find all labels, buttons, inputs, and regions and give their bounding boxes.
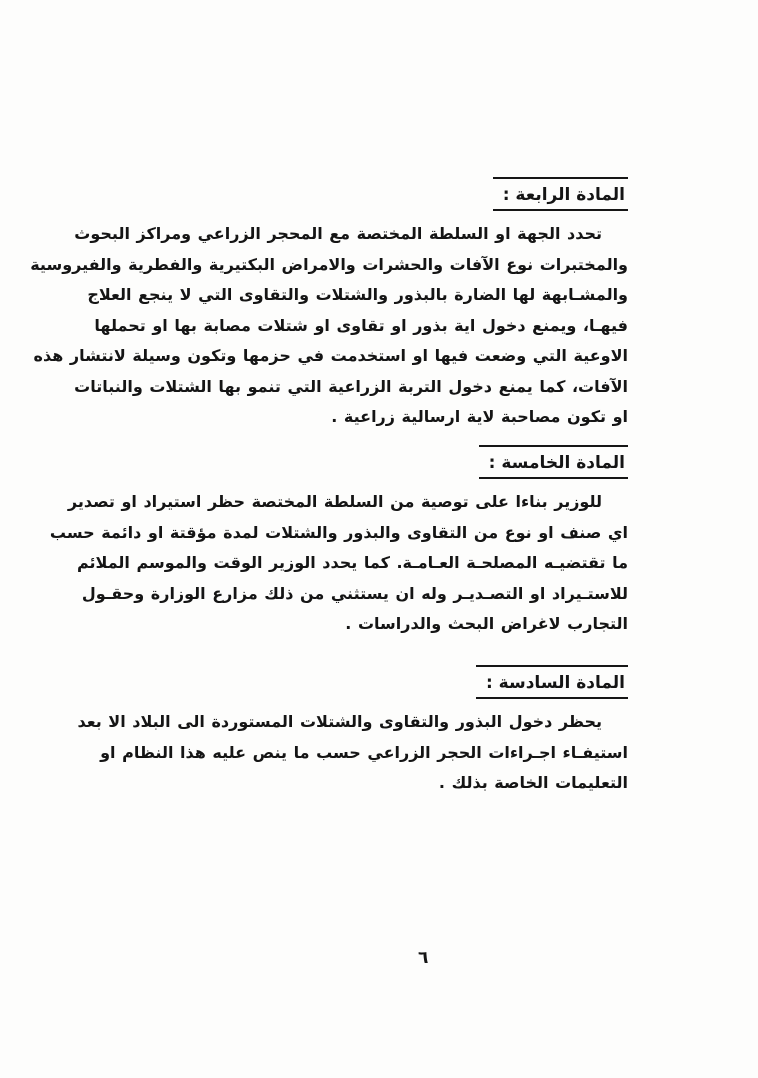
article-five-section [49, 445, 628, 640]
text-line: التعليمات الخاصة بذلك . [438, 773, 628, 792]
text-line: الآفات، كما يمنع دخول التربة الزراعية التي تنمو بها الشتلات والنباتات [74, 376, 628, 396]
article-four-title: المادة الرابعة : [493, 177, 628, 211]
text-line: استيفـاء اجـراءات الحجر الزراعي حسب ما ينص عليه هذا النظام او [100, 742, 628, 762]
article-five-title: المادة الخامسة : [479, 445, 628, 479]
text-line: التجارب لاغراض البحث والدراسات . [345, 614, 628, 633]
text-line: تحدد الجهة او السلطة المختصة مع المحجر الزراعي ومراكز البحوث [74, 224, 602, 243]
text-line: الاوعية التي وضعت فيها او استخدمت في حزمها وتكون وسيلة لانتشار هذه [33, 346, 628, 365]
text-line: والمشـابهة لها الضارة بالبذور والشتلات والتقاوى التي لا ينجع العلاج [87, 285, 628, 304]
text-line: يحظر دخول البذور والتقاوى والشتلات المستوردة الى البلاد الا بعد [77, 712, 602, 731]
article-four-section [30, 177, 628, 433]
article-five-body [49, 487, 628, 640]
text-line: للاستـيراد او التصـديـر وله ان يستثني من ذلك مزارع الوزارة وحقـول [81, 583, 628, 603]
article-six-heading-wrap [128, 665, 628, 699]
article-six-body [77, 707, 628, 799]
text-line: فيهـا، ويمنع دخول اية بذور او تقاوى او شتلات مصابة بها او تحملها [94, 315, 628, 335]
page-number: ٦ [418, 948, 429, 968]
text-line: اي صنف او نوع من التقاوى والبذور والشتلات لمدة مؤقتة او دائمة حسب [49, 522, 628, 542]
text-line: للوزير بناءا على توصية من السلطة المختصة حظر استيراد او تصدير [67, 492, 602, 511]
article-four-heading-wrap [128, 177, 628, 211]
text-line: ما تقتضيـه المصلحـة العـامـة. كما يحدد الوزير الوقت والموسم الملائم [76, 553, 628, 572]
article-five-heading-wrap [128, 445, 628, 479]
article-four-body [30, 219, 628, 433]
article-six-section [77, 665, 628, 799]
text-line: او تكون مصاحبة لاية ارسالية زراعية . [331, 407, 628, 426]
text-line: والمختبرات نوع الآفات والحشرات والامراض البكتيرية والفطرية والفيروسية [30, 254, 628, 274]
article-six-title: المادة السادسة : [476, 665, 628, 699]
